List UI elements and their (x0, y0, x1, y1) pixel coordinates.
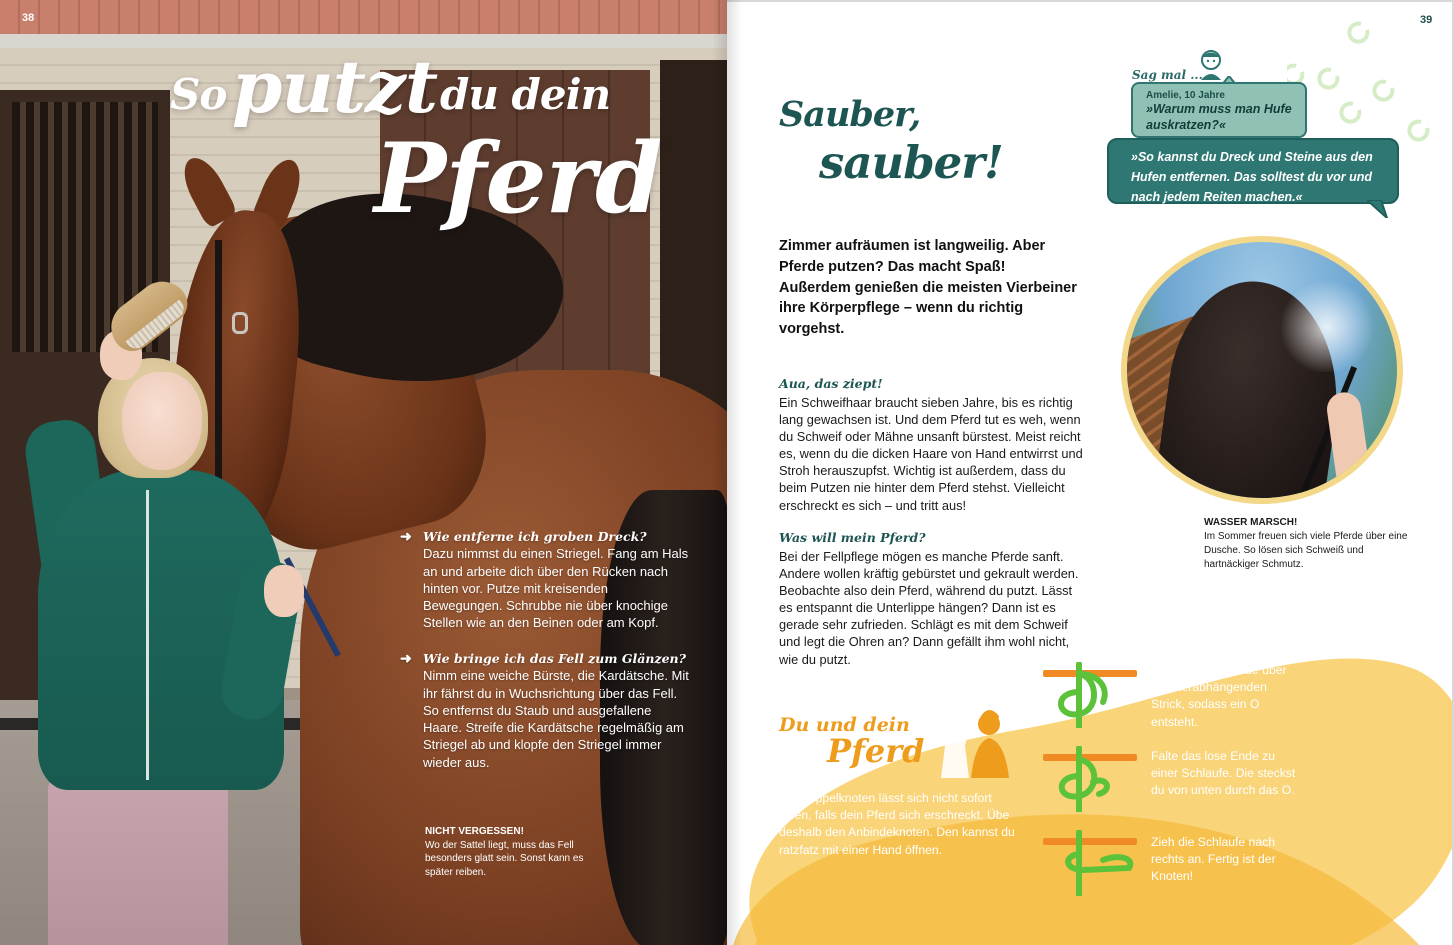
knot-step: Zieh die Schlaufe nach rechts an. Fertig ist der Knoten! (1151, 835, 1276, 884)
caption-heading: WASSER MARSCH! (1204, 517, 1298, 528)
hero-title-pferd: Pferd (374, 122, 662, 235)
child-question: »Warum muss man Hufe auskratzen?« (1146, 102, 1292, 132)
knot-step: Lege das lose Ende über den herabhängenden Strick, sodass ein O entsteht. (1151, 663, 1287, 729)
intro-text: Zimmer aufräumen ist langweilig. Aber Pferde putzen? Das macht Spaß! Außerdem genießen die meisten Vierbeiner ihre Körperpflege – wenn du richtig vorgehst. (779, 238, 1077, 338)
girl-face (122, 372, 202, 470)
tip-answer: Dazu nimmst du einen Striegel. Fang am Hals an und arbeite dich über den Rücken nach hinten vor. Putze mit kreisenden Bewegungen. Schrubbe nie über knochige Stellen wie an den Beinen oder am Kopf. (423, 546, 689, 631)
halter-ring (232, 312, 248, 334)
question-bubble (1131, 82, 1307, 138)
photo-caption (1204, 516, 1414, 572)
tip-answer: Nimm eine weiche Bürste, die Kardätsche. Mit ihr fährst du in Wuchsrichtung über das Fell. So entfernst du Staub und ausgefallene Haare. Streife die Kardätsche regelmäßig am Striegel ab und klopfe den Striegel immer wieder aus. (423, 668, 689, 770)
answer-bubble (1107, 138, 1399, 204)
tip-question: Wie entferne ich groben Dreck? (423, 529, 647, 544)
page-number-right: 39 (1420, 14, 1433, 26)
du-und-dein-title: Du und dein (779, 714, 910, 736)
arrow-icon: ➜ (400, 650, 412, 666)
tip-block (400, 528, 690, 632)
horse-girl-icon (931, 686, 1013, 778)
tip-question: Wie bringe ich das Fell zum Glänzen? (423, 651, 686, 666)
bubble-tail (1367, 200, 1389, 218)
hero-title-so: So (170, 70, 227, 119)
section-heading: Aua, das ziept! (779, 376, 883, 391)
arrow-icon: ➜ (400, 528, 412, 544)
note-heading: NICHT VERGESSEN! (425, 826, 524, 837)
du-und-dein-pferd-title: Pferd (827, 732, 925, 770)
section-heading: Was will mein Pferd? (779, 530, 926, 545)
hero-title-du-dein: du dein (440, 70, 611, 119)
jacket-zip (146, 490, 149, 780)
expert-answer: »So kannst du Dreck und Steine aus den Hufen entfernen. Das solltest du vor und nach jedem Reiten machen.« (1131, 150, 1373, 204)
page-number-left: 38 (22, 12, 35, 24)
tip-block (400, 650, 690, 771)
girl-pants (48, 770, 228, 945)
girl-hand (264, 565, 304, 617)
caption-text: Im Sommer freuen sich viele Pferde über eine Dusche. So lösen sich Schweiß und hartnäckiger Schmutz. (1204, 531, 1408, 570)
knot-icon (1043, 662, 1137, 728)
section-body: Ein Schweifhaar braucht sieben Jahre, bis es richtig lang gewachsen ist. Und dem Pferd tut es weh, wenn du Schweif oder Mähne unsanft bürstest. Meist reicht es, wenn du die dicken Haare von Hand entwirrst und Stroh herauszupfst. Wichtig ist außerdem, dass du beim Putzen nie hinter dem Pferd stehst. Vielleicht erschreckt es sich – und tritt aus! (779, 395, 1083, 513)
right-page (727, 0, 1454, 945)
page-title-line1: Sauber, (779, 94, 921, 135)
note-box (425, 825, 595, 879)
knot-intro-text: Ein Doppelknoten lässt sich nicht sofort lösen, falls dein Pferd sich erschreckt. Übe deshalb den Anbindeknoten. Den kannst du ratzfatz mit einer Hand öffnen. (779, 791, 1015, 857)
book-gutter (712, 0, 742, 945)
sag-mal-label: Sag mal ... (1132, 68, 1203, 82)
knot-icon (1043, 746, 1137, 812)
knot-icon (1043, 830, 1137, 896)
hero-title-putzt: putzt (232, 44, 438, 129)
knot-step: Falte das lose Ende zu einer Schlaufe. Die steckst du von unten durch das O. (1151, 749, 1296, 798)
child-name: Amelie, 10 Jahre (1146, 90, 1225, 101)
horse-shower-photo (1121, 236, 1403, 504)
ring-deco-icon (1287, 10, 1447, 150)
page-title-line2: sauber! (819, 136, 1003, 189)
section-body: Bei der Fellpflege mögen es manche Pferde sanft. Andere wollen kräftig gebürstet und gekrault werden. Beobachte also dein Pferd, während du putzt. Lässt es entspannt die Unterlippe hängen? Dann ist es gerade sehr zufrieden. Schlägt es mit dem Schweif und legt die Ohren an? Dann gefällt ihm wohl nicht, wie du putzt. (779, 549, 1079, 667)
note-text: Wo der Sattel liegt, muss das Fell besonders glatt sein. Sonst kann es später reiben. (425, 839, 584, 878)
